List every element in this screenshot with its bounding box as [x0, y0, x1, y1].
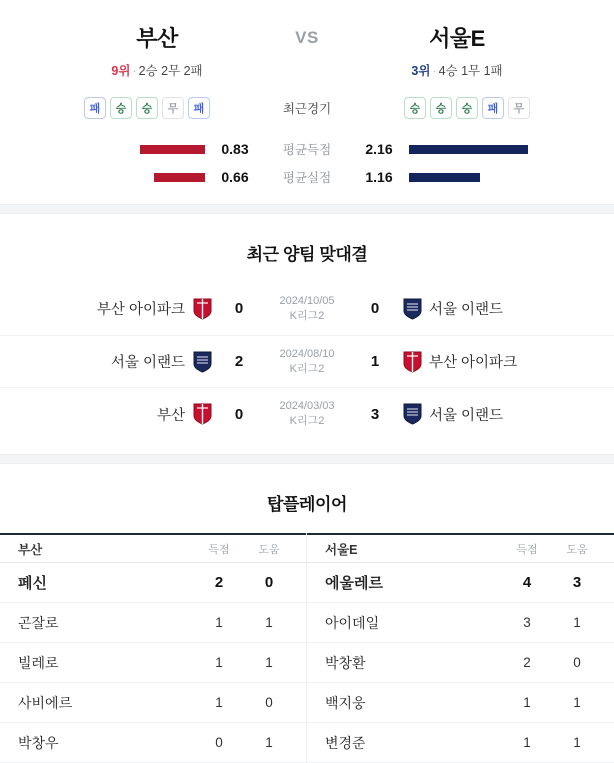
- h2h-title: 최근 양팀 맞대결: [246, 245, 368, 264]
- h2h-right-score: 0: [370, 300, 380, 318]
- player-name: 곤잘로: [18, 614, 59, 631]
- h2h-league: K리그2: [289, 415, 325, 428]
- seoul-e-crest-icon: [395, 403, 429, 425]
- recent-matches-label: 최근경기: [282, 102, 332, 116]
- player-assists: 1: [573, 615, 581, 631]
- away-rank: 3위: [411, 64, 431, 78]
- table-row[interactable]: [307, 563, 614, 603]
- form-chip: 패: [482, 97, 504, 119]
- top-players-section: [0, 464, 614, 763]
- h2h-match-meta: [259, 399, 355, 429]
- h2h-match-row[interactable]: [0, 336, 614, 389]
- seoul-e-crest-icon: [395, 298, 429, 320]
- player-name: 백지웅: [325, 694, 366, 711]
- player-name: 아이데일: [325, 614, 380, 631]
- player-name: 변경준: [325, 734, 366, 751]
- recent-form-row: [0, 93, 614, 135]
- h2h-match-row[interactable]: [0, 283, 614, 336]
- h2h-right-team: 서울 이랜드: [429, 407, 504, 424]
- home-record: 2승 2무 2패: [138, 64, 203, 78]
- home-stat-value: 0.66: [221, 169, 249, 185]
- form-chip: 승: [136, 97, 158, 119]
- h2h-league: K리그2: [289, 362, 325, 375]
- player-name: 박창우: [18, 734, 59, 751]
- player-goals: 2: [214, 574, 224, 592]
- stat-row-avg-conceded: [0, 163, 614, 204]
- player-goals: 1: [215, 615, 223, 631]
- h2h-right-team: 부산 아이파크: [429, 355, 518, 372]
- player-goals: 4: [522, 574, 532, 592]
- table-row[interactable]: [0, 723, 306, 763]
- stat-row-avg-goals: [0, 135, 614, 163]
- column-header-goals: 득점: [208, 543, 230, 556]
- column-header-goals: 득점: [516, 543, 538, 556]
- table-row[interactable]: [0, 683, 306, 723]
- h2h-date: 2024/03/03: [279, 400, 335, 413]
- h2h-right-team: 서울 이랜드: [429, 302, 504, 319]
- h2h-left-score: 0: [234, 300, 244, 318]
- h2h-match-row[interactable]: [0, 388, 614, 440]
- player-assists: 1: [573, 695, 581, 711]
- team-records-row: [0, 55, 614, 93]
- player-name: 사비에르: [18, 694, 73, 711]
- h2h-left-team: 부산: [156, 407, 185, 424]
- form-chip: 무: [508, 97, 530, 119]
- h2h-date: 2024/08/10: [279, 347, 335, 360]
- team-names-row: [0, 0, 614, 55]
- player-assists: 0: [573, 655, 581, 671]
- table-row[interactable]: [307, 643, 614, 683]
- away-stat-value: 1.16: [365, 169, 393, 185]
- away-stat-bar: [409, 145, 579, 154]
- form-chip: 무: [162, 97, 184, 119]
- busan-crest-icon: [185, 298, 219, 320]
- stat-name: 평균실점: [282, 171, 332, 185]
- player-assists: 1: [265, 615, 273, 631]
- home-stat-bar: [35, 145, 205, 154]
- home-team-name[interactable]: 부산: [136, 26, 178, 51]
- h2h-left-team: 서울 이랜드: [110, 355, 185, 372]
- home-team-label: 부산: [18, 542, 43, 557]
- h2h-league: K리그2: [289, 309, 325, 322]
- player-assists: 1: [265, 655, 273, 671]
- away-stat-bar: [409, 173, 579, 182]
- vs-label: VS: [295, 27, 319, 47]
- h2h-date: 2024/10/05: [279, 295, 335, 307]
- seoul-e-crest-icon: [185, 351, 219, 373]
- table-header-row: [0, 533, 306, 563]
- away-form-chips: [352, 97, 582, 119]
- form-chip: 승: [404, 97, 426, 119]
- section-divider: [0, 454, 614, 464]
- busan-crest-icon: [185, 403, 219, 425]
- h2h-match-meta: [259, 294, 355, 324]
- form-chip: 패: [188, 97, 210, 119]
- away-team-label: 서울E: [325, 542, 358, 557]
- h2h-right-score: 3: [370, 405, 380, 423]
- player-assists: 3: [572, 574, 582, 592]
- player-name: 에울레르: [325, 575, 383, 593]
- section-divider: [0, 204, 614, 214]
- head-to-head-section: [0, 214, 614, 440]
- form-chip: 승: [430, 97, 452, 119]
- player-goals: 3: [523, 615, 531, 631]
- player-goals: 1: [215, 695, 223, 711]
- record-separator: ·: [432, 64, 437, 78]
- player-goals: 1: [215, 655, 223, 671]
- away-team-name[interactable]: 서울E: [429, 26, 485, 51]
- table-row[interactable]: [307, 683, 614, 723]
- player-name: 페신: [18, 575, 47, 593]
- form-chip: 승: [456, 97, 478, 119]
- top-players-title: 탑플레이어: [266, 495, 348, 515]
- table-row[interactable]: [0, 563, 306, 603]
- away-record: 4승 1무 1패: [438, 64, 503, 78]
- table-header-row: [307, 533, 614, 563]
- column-header-assists: 도움: [258, 543, 280, 556]
- player-goals: 1: [523, 735, 531, 751]
- form-chip: 승: [110, 97, 132, 119]
- h2h-left-team: 부산 아이파크: [96, 302, 185, 319]
- player-assists: 0: [265, 695, 273, 711]
- home-stat-bar: [35, 173, 205, 182]
- player-name: 박창환: [325, 654, 366, 671]
- player-assists: 1: [265, 735, 273, 751]
- player-assists: 1: [573, 735, 581, 751]
- record-separator: ·: [132, 64, 137, 78]
- busan-crest-icon: [395, 351, 429, 373]
- away-record-cell: [342, 61, 572, 79]
- top-players-away-table: [307, 533, 614, 763]
- table-row[interactable]: [307, 723, 614, 763]
- h2h-left-score: 0: [234, 405, 244, 423]
- h2h-right-score: 1: [370, 353, 380, 371]
- table-row[interactable]: [0, 643, 306, 683]
- home-stat-value: 0.83: [221, 141, 249, 157]
- top-players-tables: [0, 533, 614, 763]
- h2h-left-score: 2: [234, 353, 244, 371]
- match-preview-header: [0, 0, 614, 204]
- table-row[interactable]: [0, 603, 306, 643]
- player-assists: 0: [264, 574, 274, 592]
- form-chip: 패: [84, 97, 106, 119]
- player-goals: 0: [215, 735, 223, 751]
- away-stat-value: 2.16: [365, 141, 393, 157]
- home-record-cell: [42, 61, 272, 79]
- home-form-chips: [32, 97, 262, 119]
- player-name: 빌레로: [18, 654, 59, 671]
- player-goals: 2: [523, 655, 531, 671]
- column-header-assists: 도움: [566, 543, 588, 556]
- stat-name: 평균득점: [282, 143, 332, 157]
- top-players-home-table: [0, 533, 307, 763]
- player-goals: 1: [523, 695, 531, 711]
- table-row[interactable]: [307, 603, 614, 643]
- h2h-match-meta: [259, 347, 355, 377]
- home-rank: 9위: [111, 64, 131, 78]
